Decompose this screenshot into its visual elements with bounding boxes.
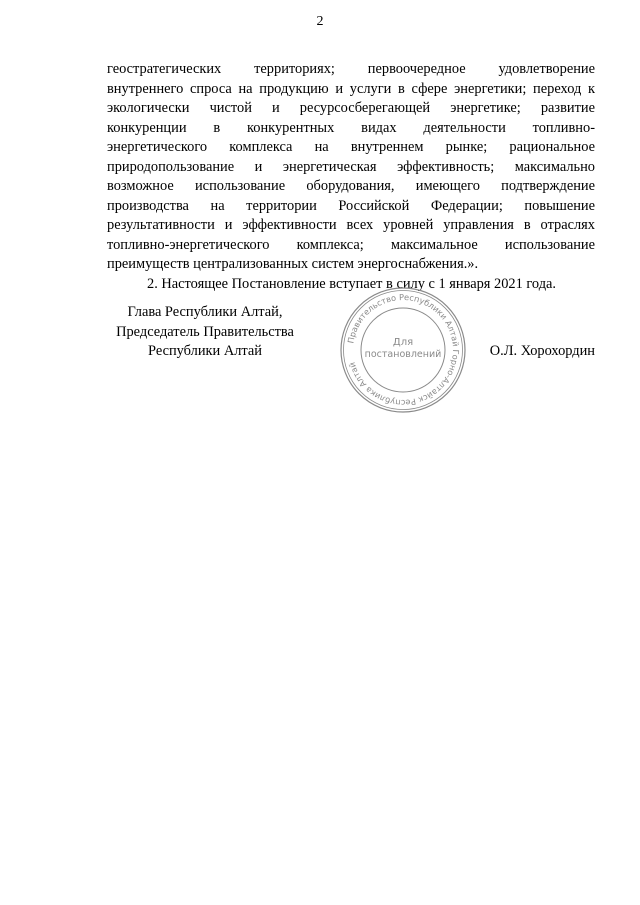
item-2-paragraph: 2. Настоящее Постановление вступает в силу с 1 января 2021 года. bbox=[147, 275, 557, 292]
official-seal-stamp bbox=[338, 285, 468, 415]
document-body bbox=[107, 60, 595, 294]
text-line: результативности и эффективности всех уровней управления в отраслях bbox=[107, 217, 595, 233]
text-line: производства на территории Российской Федерации; повышение bbox=[107, 197, 595, 214]
text-line: внутреннего спроса на продукцию и услуги в сфере энергетики; переход к bbox=[107, 80, 595, 97]
page-number: 2 bbox=[316, 14, 324, 29]
text-line: природопользование и энергетическая эффективность; максимально bbox=[107, 158, 595, 175]
text-line: возможное использование оборудования, имеющего подтверждение bbox=[107, 178, 595, 194]
continuation-paragraph bbox=[107, 60, 595, 275]
signer-name: О.Л. Хорохордин bbox=[489, 343, 595, 359]
signatory-title bbox=[100, 303, 310, 362]
signatory-title-line: Глава Республики Алтай, bbox=[127, 304, 283, 320]
seal-center-line: постановлений bbox=[364, 349, 442, 360]
text-line: преимуществ централизованных систем энергоснабжения.». bbox=[107, 256, 479, 272]
signatory-title-line: Республики Алтай bbox=[148, 343, 262, 359]
text-line: конкуренции в конкурентных видах деятельности топливно- bbox=[107, 119, 595, 136]
signatory-title-line: Председатель Правительства bbox=[116, 323, 294, 340]
text-line: экологически чистой и ресурсосберегающей энергетике; развитие bbox=[107, 100, 595, 116]
text-line: геостратегических территориях; первоочередное удовлетворение bbox=[107, 61, 595, 77]
seal-ring-text: Правительство Республики Алтай Горно-Алтайск Республика Алтай bbox=[345, 291, 462, 409]
text-line: энергетического комплекса на внутреннем рынке; рациональное bbox=[107, 139, 595, 155]
seal-center-line: Для bbox=[392, 337, 414, 348]
text-line: топливно-энергетического комплекса; максимальное использование bbox=[107, 236, 595, 253]
